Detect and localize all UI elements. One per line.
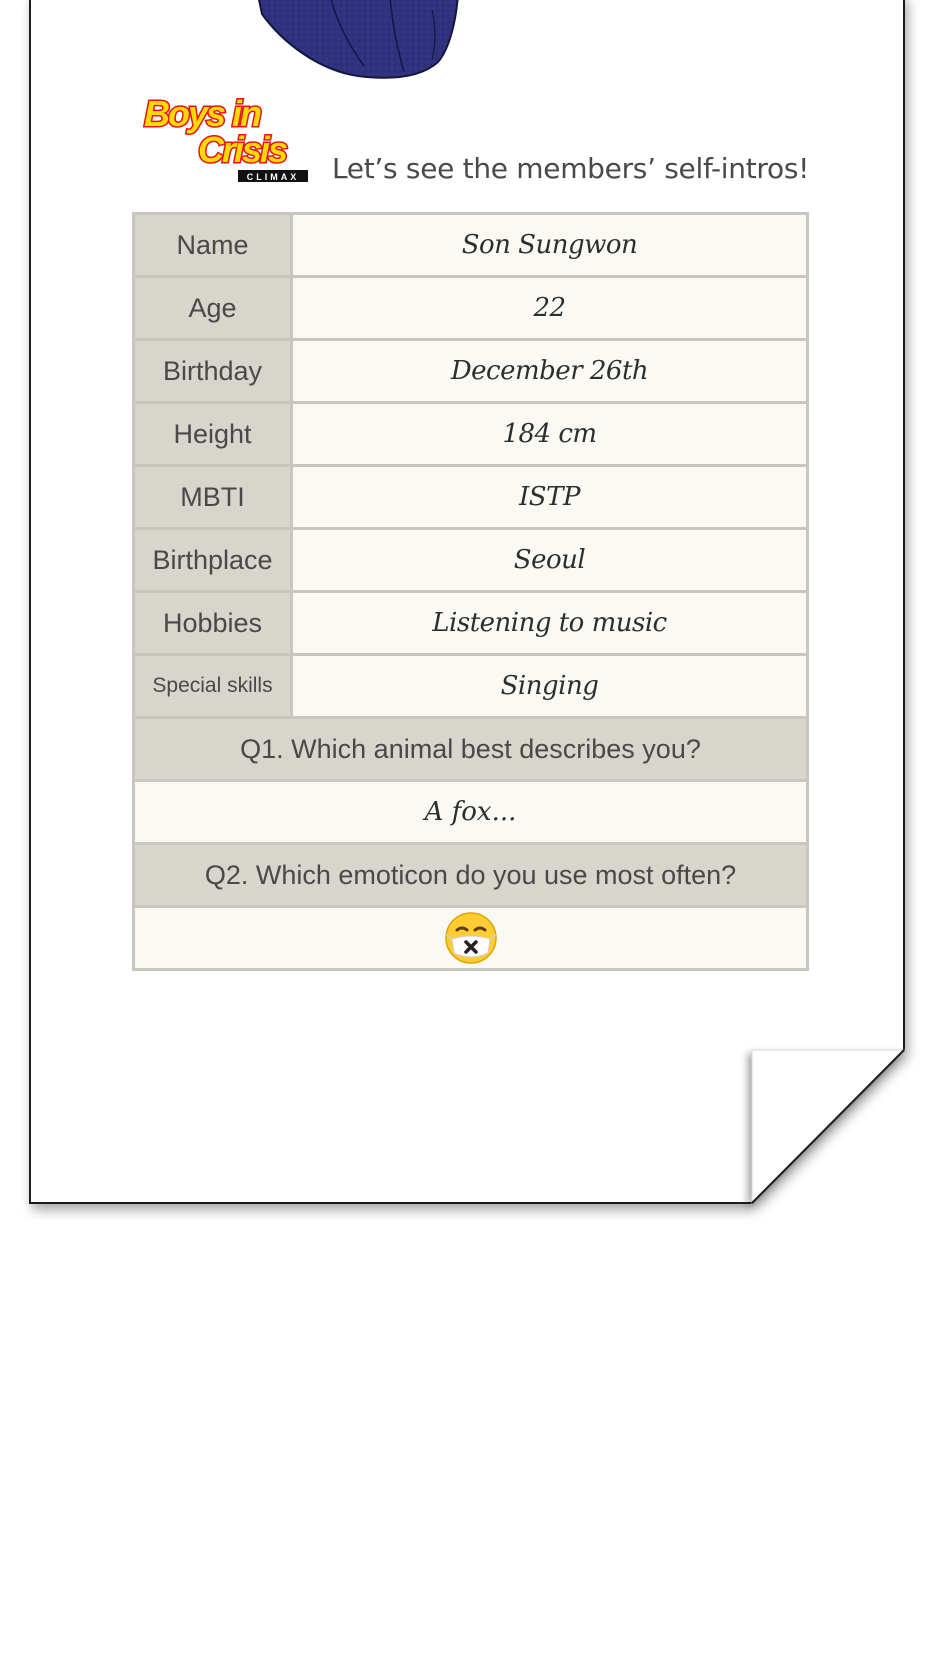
row-label: Height	[134, 403, 292, 466]
profile-row-mbti	[134, 466, 808, 529]
profile-row-special-skills	[134, 655, 808, 718]
svg-text:CLIMAX: CLIMAX	[246, 172, 300, 182]
svg-text:Boys in: Boys in	[144, 93, 261, 134]
row-label: Birthday	[134, 340, 292, 403]
profile-row-birthday	[134, 340, 808, 403]
face-with-medical-mask-icon	[444, 911, 498, 965]
profile-row-age	[134, 277, 808, 340]
row-label: Birthplace	[134, 529, 292, 592]
answer-row-q1	[134, 781, 808, 844]
answer-row-q2	[134, 907, 808, 970]
profile-row-birthplace	[134, 529, 808, 592]
profile-row-name	[134, 214, 808, 277]
row-value: Singing	[292, 655, 808, 718]
self-intro-table	[132, 212, 809, 971]
question-row-q1	[134, 718, 808, 781]
svg-text:Crisis: Crisis	[198, 129, 287, 170]
profile-row-hobbies	[134, 592, 808, 655]
row-value: 22	[292, 277, 808, 340]
row-label: Hobbies	[134, 592, 292, 655]
question-text: Q1. Which animal best describes you?	[134, 718, 808, 781]
row-value: Son Sungwon	[292, 214, 808, 277]
profile-row-height	[134, 403, 808, 466]
question-text: Q2. Which emoticon do you use most often?	[134, 844, 808, 907]
row-value: 184 cm	[292, 403, 808, 466]
row-label: Special skills	[134, 655, 292, 718]
boys-in-crisis-logo	[142, 90, 312, 190]
row-value: Listening to music	[292, 592, 808, 655]
row-value: December 26th	[292, 340, 808, 403]
row-label: Age	[134, 277, 292, 340]
answer-text: A fox...	[134, 781, 808, 844]
question-row-q2	[134, 844, 808, 907]
answer-emoji-cell	[134, 907, 808, 970]
row-value: Seoul	[292, 529, 808, 592]
row-label: MBTI	[134, 466, 292, 529]
row-label: Name	[134, 214, 292, 277]
page-tagline: Let’s see the members’ self-intros!	[332, 152, 810, 185]
row-value: ISTP	[292, 466, 808, 529]
